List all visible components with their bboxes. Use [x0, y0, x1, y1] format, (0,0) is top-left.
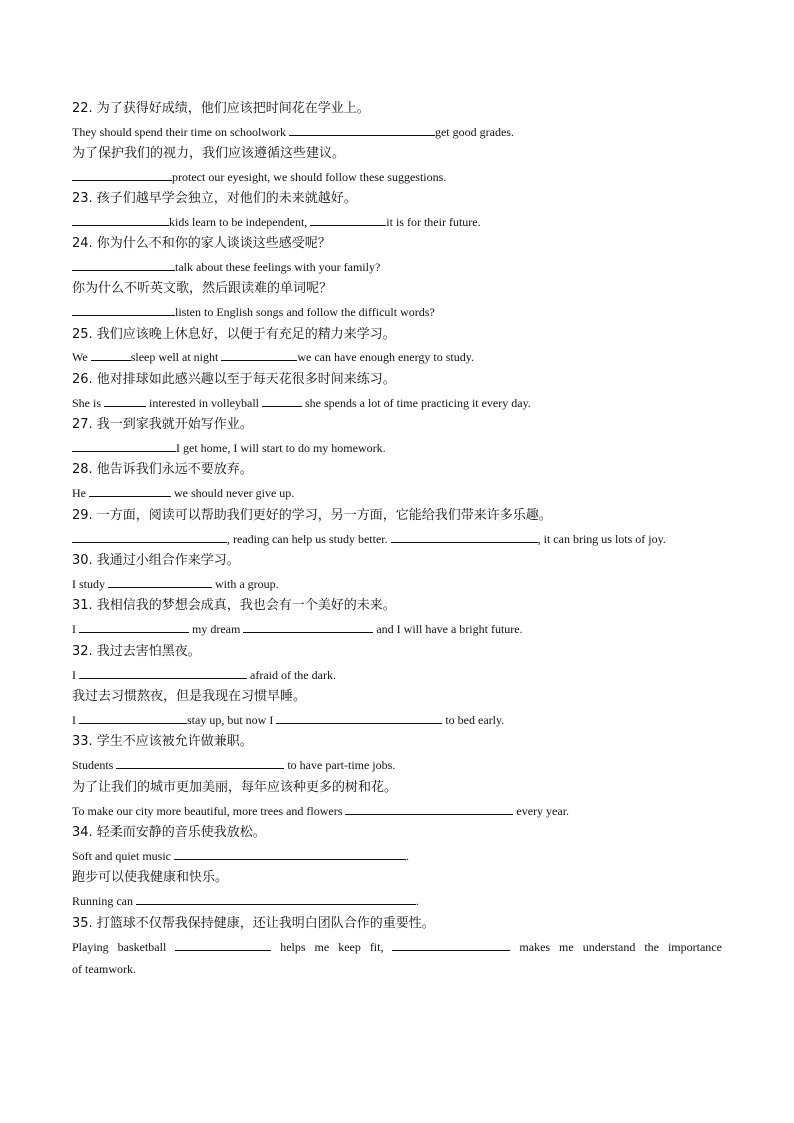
question-35-english-continued: of teamwork.	[72, 962, 136, 976]
sentence-word: me	[314, 940, 330, 954]
sentence-text: I	[72, 668, 79, 682]
question-28-chinese: 28. 他告诉我们永远不要放弃。	[72, 462, 253, 477]
question-32b-english	[72, 712, 504, 728]
answer-blank[interactable]	[221, 349, 297, 361]
sentence-text: I study	[72, 577, 108, 591]
answer-blank[interactable]	[391, 531, 538, 543]
question-29-chinese: 29. 一方面，阅读可以帮助我们更好的学习，另一方面，它能给我们带来许多乐趣。	[72, 508, 552, 523]
sentence-text: Students	[72, 758, 117, 772]
sentence-word: makes	[519, 940, 551, 954]
sentence-text: we can have enough energy to study.	[297, 350, 474, 364]
sentence-text: We	[72, 350, 91, 364]
sentence-text: kids learn to be independent,	[169, 215, 311, 229]
sentence-text: I	[72, 622, 79, 636]
question-33-chinese: 33. 学生不应该被允许做兼职。	[72, 734, 253, 749]
sentence-text: protect our eyesight, we should follow these suggestions.	[172, 170, 447, 184]
question-31-english	[72, 621, 523, 637]
sentence-word: helps	[280, 940, 306, 954]
answer-blank[interactable]	[79, 667, 247, 679]
question-27-english	[72, 440, 386, 456]
answer-blank[interactable]	[72, 169, 172, 181]
answer-blank[interactable]	[91, 349, 131, 361]
sentence-text: Running can	[72, 894, 136, 908]
sentence-text: stay up, but now I	[187, 713, 277, 727]
sentence-text: get good grades.	[434, 125, 514, 139]
sentence-text: I	[72, 713, 79, 727]
answer-blank[interactable]	[392, 939, 510, 951]
answer-blank[interactable]	[243, 621, 373, 633]
sentence-text: sleep well at night	[130, 350, 222, 364]
sentence-text: , reading can help us study better.	[227, 532, 391, 546]
sentence-text: it is for their future.	[386, 215, 481, 229]
answer-blank[interactable]	[289, 124, 435, 136]
answer-blank[interactable]	[175, 939, 271, 951]
sentence-text: with a group.	[212, 577, 279, 591]
answer-blank[interactable]	[116, 757, 284, 769]
question-34-english	[72, 848, 409, 864]
sentence-text: interested in volleyball	[146, 396, 262, 410]
question-32-english	[72, 667, 336, 683]
answer-blank[interactable]	[72, 304, 175, 316]
sentence-text: talk about these feelings with your family?	[175, 260, 381, 274]
question-34b-english	[72, 893, 419, 909]
answer-blank[interactable]	[72, 440, 176, 452]
question-34b-chinese: 跑步可以使我健康和快乐。	[72, 870, 229, 885]
sentence-text: listen to English songs and follow the difficult words?	[175, 305, 435, 319]
answer-blank[interactable]	[79, 712, 187, 724]
question-26-english	[72, 395, 531, 411]
question-27-chinese: 27. 我一到家我就开始写作业。	[72, 417, 253, 432]
answer-blank[interactable]	[262, 395, 302, 407]
sentence-text: Soft and quiet music	[72, 849, 174, 863]
question-35-chinese: 35. 打篮球不仅帮我保持健康，还让我明白团队合作的重要性。	[72, 916, 435, 931]
sentence-word: fit,	[369, 940, 384, 954]
question-32-chinese: 32. 我过去害怕黑夜。	[72, 644, 201, 659]
answer-blank[interactable]	[79, 621, 189, 633]
question-33b-chinese: 为了让我们的城市更加美丽，每年应该种更多的树和花。	[72, 780, 398, 795]
sentence-word: understand	[582, 940, 636, 954]
sentence-text: she spends a lot of time practicing it every day.	[301, 396, 531, 410]
question-29-english	[72, 531, 666, 547]
answer-blank[interactable]	[345, 803, 513, 815]
answer-blank[interactable]	[276, 712, 442, 724]
question-33b-english	[72, 803, 569, 819]
sentence-text: .	[416, 894, 419, 908]
question-22b-chinese: 为了保护我们的视力，我们应该遵循这些建议。	[72, 146, 346, 161]
sentence-text: He	[72, 486, 89, 500]
question-33-english	[72, 757, 395, 773]
question-24-chinese: 24. 你为什么不和你的家人谈谈这些感受呢？	[72, 236, 331, 251]
question-35-english	[72, 939, 722, 955]
answer-blank[interactable]	[72, 531, 227, 543]
answer-blank[interactable]	[310, 214, 386, 226]
question-22-chinese: 22. 为了获得好成绩，他们应该把时间花在学业上。	[72, 101, 370, 116]
answer-blank[interactable]	[108, 576, 212, 588]
question-26-chinese: 26. 他对排球如此感兴趣以至于每天花很多时间来练习。	[72, 372, 396, 387]
answer-blank[interactable]	[89, 485, 171, 497]
question-24-english	[72, 259, 380, 275]
question-23-chinese: 23. 孩子们越早学会独立，对他们的未来就越好。	[72, 191, 357, 206]
question-30-chinese: 30. 我通过小组合作来学习。	[72, 553, 240, 568]
answer-blank[interactable]	[72, 214, 169, 226]
sentence-text: and I will have a bright future.	[373, 622, 523, 636]
sentence-text: I get home, I will start to do my homework.	[176, 441, 386, 455]
sentence-word: importance	[667, 940, 722, 954]
question-25-english	[72, 349, 474, 365]
answer-blank[interactable]	[72, 259, 175, 271]
sentence-word: me	[559, 940, 574, 954]
question-30-english	[72, 576, 279, 592]
sentence-word: basketball	[117, 940, 167, 954]
answer-blank[interactable]	[174, 848, 406, 860]
answer-blank[interactable]	[136, 893, 416, 905]
answer-blank[interactable]	[104, 395, 146, 407]
sentence-text: to bed early.	[442, 713, 505, 727]
sentence-text: .	[406, 849, 409, 863]
question-24b-english	[72, 304, 435, 320]
sentence-text: my dream	[189, 622, 244, 636]
sentence-text: to have part-time jobs.	[284, 758, 396, 772]
sentence-word: Playing	[72, 940, 109, 954]
question-25-chinese: 25. 我们应该晚上休息好，以便于有充足的精力来学习。	[72, 327, 396, 342]
sentence-text: She is	[72, 396, 105, 410]
question-28-english	[72, 485, 294, 501]
question-22-english	[72, 124, 514, 140]
sentence-text: afraid of the dark.	[247, 668, 336, 682]
sentence-word: keep	[338, 940, 361, 954]
sentence-text: we should never give up.	[171, 486, 295, 500]
question-24b-chinese: 你为什么不听英文歌，然后跟读难的单词呢？	[72, 281, 333, 296]
question-22b-english	[72, 169, 446, 185]
question-23-english	[72, 214, 481, 230]
question-34-chinese: 34. 轻柔而安静的音乐使我放松。	[72, 825, 266, 840]
question-31-chinese: 31. 我相信我的梦想会成真，我也会有一个美好的未来。	[72, 598, 396, 613]
sentence-text: every year.	[513, 804, 570, 818]
sentence-text: They should spend their time on schoolwork	[72, 125, 289, 139]
question-32b-chinese: 我过去习惯熬夜，但是我现在习惯早睡。	[72, 689, 307, 704]
sentence-word: the	[644, 940, 659, 954]
sentence-text: To make our city more beautiful, more trees and flowers	[72, 804, 346, 818]
sentence-text: , it can bring us lots of joy.	[537, 532, 666, 546]
